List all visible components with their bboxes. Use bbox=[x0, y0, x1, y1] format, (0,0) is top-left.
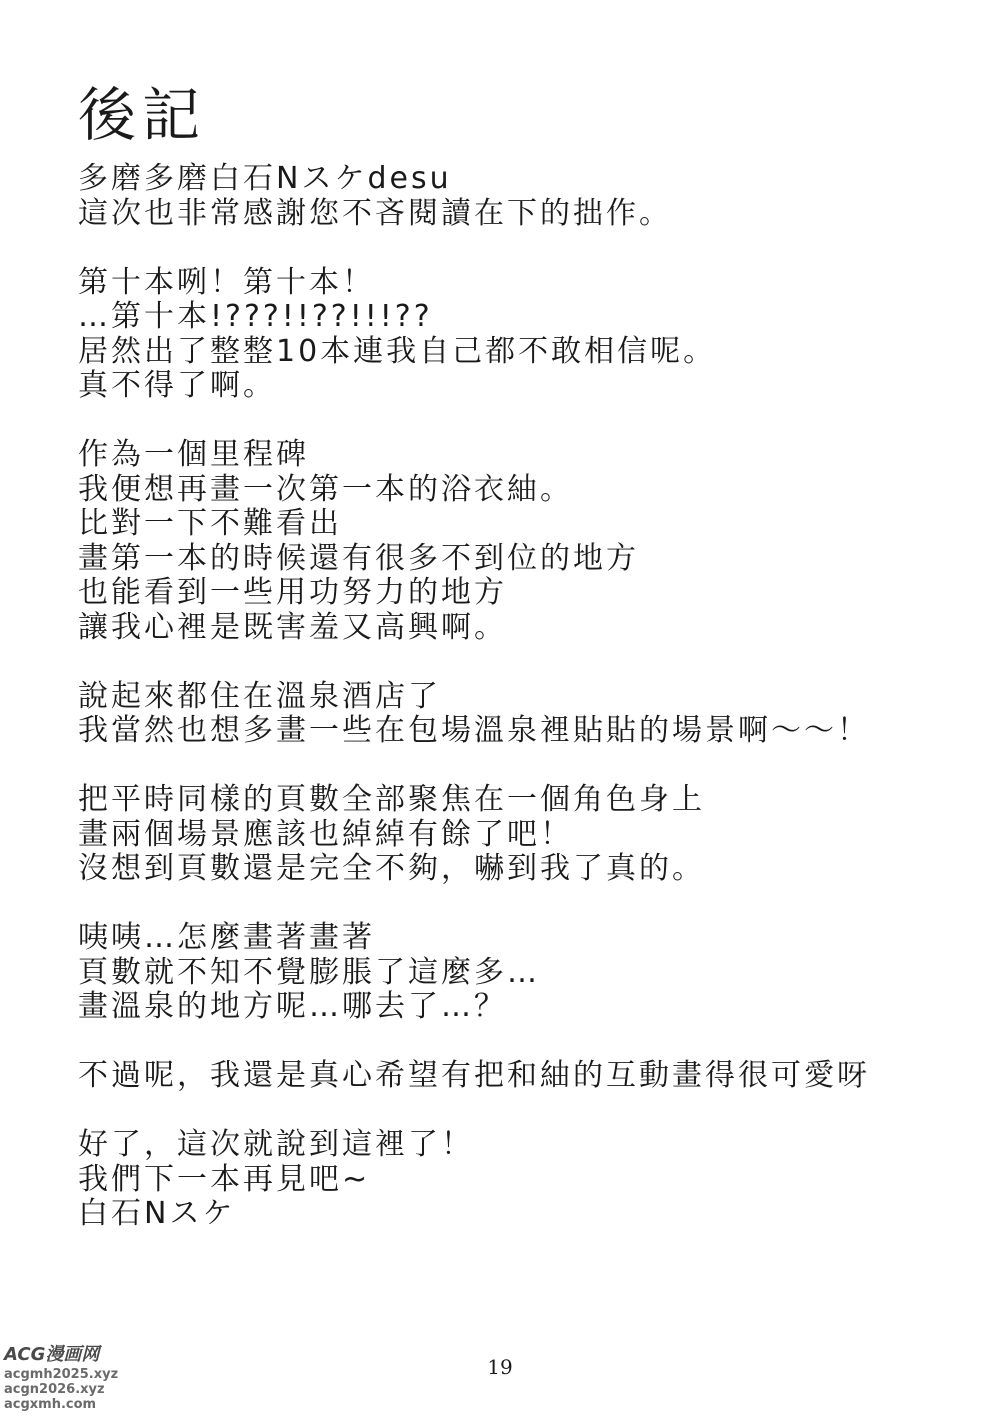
site-watermark bbox=[4, 1346, 154, 1411]
afterword-line: 白石Nスケ bbox=[78, 1196, 236, 1231]
afterword-line: 這次也非常感謝您不吝閱讀在下的拙作。 bbox=[78, 195, 672, 231]
afterword-line: 畫溫泉的地方呢…哪去了…？ bbox=[78, 989, 507, 1024]
afterword-paragraph bbox=[78, 1128, 938, 1232]
afterword-line: 畫兩個場景應該也綽綽有餘了吧！ bbox=[78, 816, 573, 852]
afterword-paragraph bbox=[78, 783, 938, 887]
watermark-url: acgmh2025.xyz bbox=[4, 1367, 119, 1382]
afterword-paragraph bbox=[78, 438, 938, 645]
afterword-paragraph bbox=[78, 266, 938, 404]
afterword-paragraph bbox=[78, 921, 938, 1025]
afterword-line: 讓我心裡是既害羞又高興啊。 bbox=[78, 609, 507, 645]
afterword-line: 也能看到一些用功努力的地方 bbox=[78, 575, 507, 610]
afterword-line: 不過呢，我還是真心希望有把和紬的互動畫得很可愛呀 bbox=[78, 1058, 870, 1093]
watermark-url: acgxmh.com bbox=[4, 1397, 97, 1412]
afterword-line: …第十本!???!!??!!!?? bbox=[78, 299, 433, 334]
afterword-line: 第十本咧！第十本！ bbox=[78, 264, 375, 300]
afterword-line: 頁數就不知不覺膨脹了這麼多… bbox=[78, 954, 540, 990]
afterword-line: 多磨多磨白石Nスケdesu bbox=[78, 161, 452, 196]
afterword-line: 好了，這次就說到這裡了！ bbox=[78, 1127, 474, 1162]
watermark-brand: ACG漫画网 bbox=[4, 1344, 100, 1365]
afterword-line: 我當然也想多畫一些在包場溫泉裡貼貼的場景啊～～！ bbox=[78, 713, 870, 748]
afterword-line: 我便想再畫一次第一本的浴衣紬。 bbox=[78, 471, 573, 507]
afterword-paragraph bbox=[78, 1059, 938, 1094]
afterword-line: 咦咦…怎麼畫著畫著 bbox=[78, 920, 375, 955]
afterword-line: 真不得了啊。 bbox=[78, 368, 276, 403]
afterword-line: 沒想到頁數還是完全不夠，嚇到我了真的。 bbox=[78, 851, 705, 886]
page-title: 後記 bbox=[78, 81, 207, 149]
afterword-paragraph bbox=[78, 680, 938, 749]
page-number: 19 bbox=[487, 1355, 513, 1379]
afterword-line: 比對一下不難看出 bbox=[78, 506, 342, 541]
afterword-paragraph bbox=[78, 162, 938, 231]
afterword-line: 居然出了整整10本連我自己都不敢相信呢。 bbox=[78, 333, 717, 369]
afterword-line: 說起來都住在溫泉酒店了 bbox=[78, 678, 441, 714]
afterword-line: 把平時同樣的頁數全部聚焦在一個角色身上 bbox=[78, 782, 705, 817]
afterword-line: 我們下一本再見吧~ bbox=[78, 1161, 371, 1197]
watermark-url: acgn2026.xyz bbox=[4, 1382, 105, 1397]
afterword-body bbox=[78, 162, 938, 1232]
afterword-line: 作為一個里程碑 bbox=[78, 437, 309, 472]
afterword-line: 畫第一本的時候還有很多不到位的地方 bbox=[78, 540, 639, 576]
